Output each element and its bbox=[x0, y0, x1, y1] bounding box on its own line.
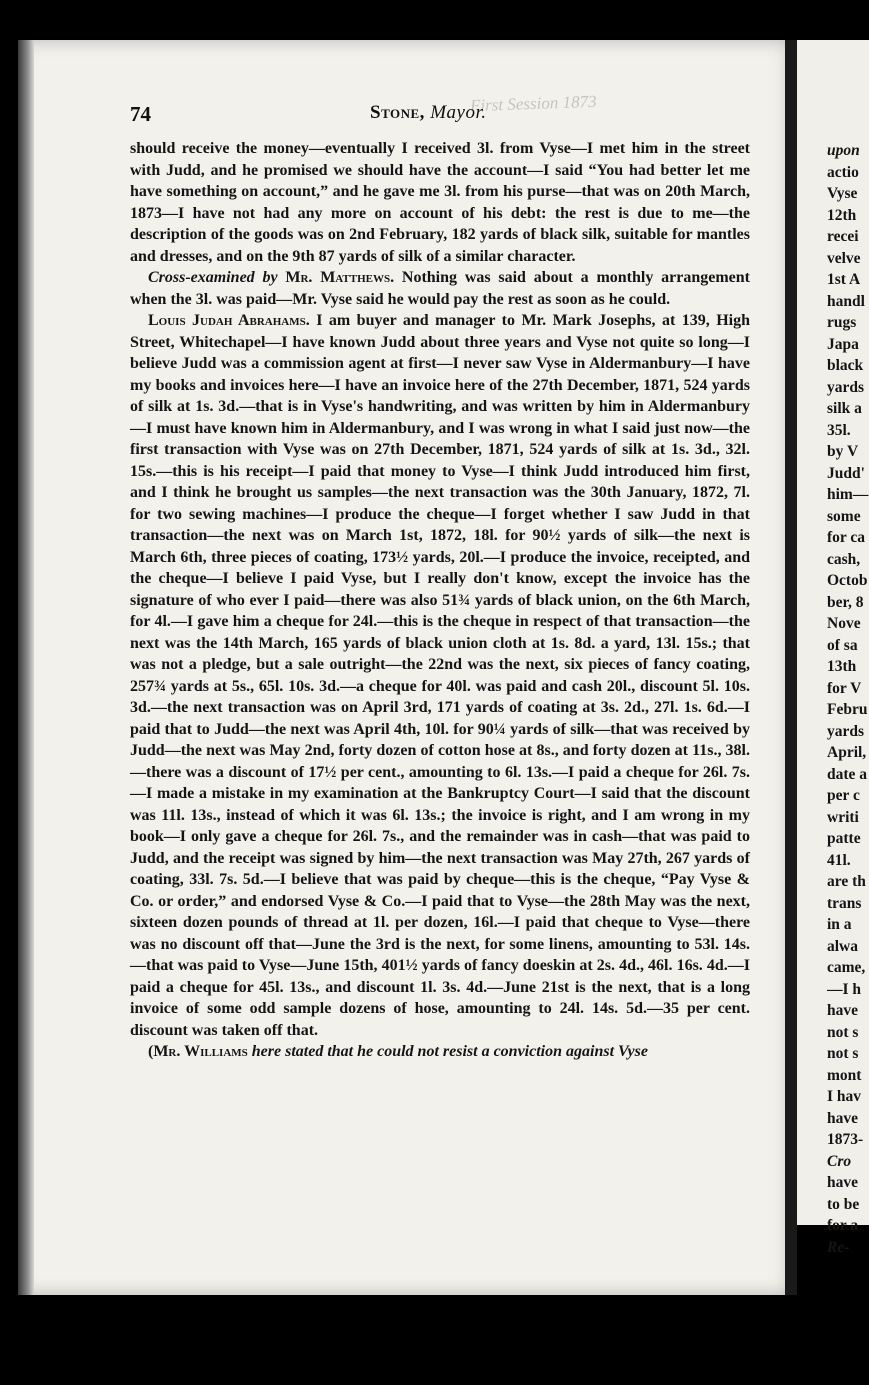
faint-annotation: First Session 1873 bbox=[469, 91, 597, 116]
page-gutter-shadow bbox=[18, 40, 34, 1295]
cross-examined-label: Cross-examined by bbox=[148, 269, 278, 286]
paragraph-continuation: should receive the money—eventually I received 3l. from Vyse—I met him in the street with Judd, and he promised we should have the account—I said “You had better let me have something on account,” and he gave me 3l. from his purse—that was on 20th March, 1873—I have not had any more on account of his debt: the rest is due to me—the description of the goods was on 2nd February, 182 yards of black silk, suitable for mantles and dresses, and on the 9th 87 yards of silk of a similar character. bbox=[130, 140, 750, 265]
running-head-name: Stone, bbox=[370, 102, 425, 123]
facing-line: have bbox=[827, 1002, 858, 1019]
facing-line: to be bbox=[827, 1195, 860, 1213]
facing-line: upon bbox=[827, 142, 860, 159]
facing-line: black bbox=[827, 357, 864, 374]
facing-line: recei bbox=[827, 228, 859, 245]
facing-line: velve bbox=[827, 249, 861, 267]
facing-line: 1873- bbox=[827, 1131, 864, 1148]
facing-line: mont bbox=[827, 1066, 862, 1084]
facing-line: have bbox=[827, 1109, 858, 1127]
running-head-title: Mayor. bbox=[430, 102, 487, 123]
facing-line: writi bbox=[827, 808, 859, 826]
facing-line: actio bbox=[827, 163, 859, 181]
counsel-williams: Mr. Williams bbox=[153, 1043, 248, 1060]
facing-line: Vyse bbox=[827, 185, 858, 202]
facing-line: patte bbox=[827, 830, 861, 847]
open-paren: ( bbox=[148, 1043, 154, 1060]
running-head bbox=[370, 102, 487, 124]
facing-line: some bbox=[827, 507, 861, 525]
facing-line: Febru bbox=[827, 701, 868, 718]
facing-line: handl bbox=[827, 292, 865, 310]
facing-line: silk a bbox=[827, 400, 862, 417]
facing-line: him— bbox=[827, 486, 869, 503]
facing-line: for ca bbox=[827, 529, 866, 546]
facing-line: in a bbox=[827, 916, 852, 933]
facing-line: are th bbox=[827, 873, 866, 890]
facing-line: came, bbox=[827, 959, 866, 976]
facing-line: I hav bbox=[827, 1088, 862, 1105]
facing-line: not s bbox=[827, 1023, 859, 1041]
paragraph-cross-examination bbox=[130, 267, 750, 310]
facing-line: 13th bbox=[827, 658, 857, 675]
facing-line: Nove bbox=[827, 615, 861, 632]
facing-line: of sa bbox=[827, 636, 858, 654]
counsel-statement-text: here stated that he could not resist a conviction against Vyse bbox=[247, 1043, 648, 1060]
scan-bottom-margin bbox=[0, 1295, 869, 1385]
page-body bbox=[130, 138, 750, 1063]
facing-line: by V bbox=[827, 443, 859, 460]
counsel-name: Mr. Matthews. bbox=[285, 269, 395, 286]
facing-line: April, bbox=[827, 744, 867, 761]
facing-page-text bbox=[827, 140, 869, 1258]
facing-line: date a bbox=[827, 765, 868, 783]
page-number: 74 bbox=[130, 102, 151, 126]
facing-line: 35l. bbox=[827, 421, 851, 439]
facing-line: not s bbox=[827, 1045, 859, 1062]
facing-line: Cro bbox=[827, 1152, 852, 1170]
facing-line: alwa bbox=[827, 937, 858, 955]
paragraph-counsel-statement bbox=[130, 1041, 750, 1063]
paragraph-witness-testimony bbox=[130, 310, 750, 1041]
facing-line: for a bbox=[827, 1217, 859, 1234]
facing-line: yards bbox=[827, 722, 865, 740]
facing-line: 41l. bbox=[827, 851, 851, 869]
page-edge-shadow bbox=[785, 40, 797, 1295]
cross-examination-text: Nothing was said about a monthly arrangement when the 3l. was paid—Mr. Vyse said he would pay the rest as soon as he could. bbox=[130, 269, 750, 308]
facing-line: Octob bbox=[827, 572, 868, 589]
witness-name: Louis Judah Abrahams. bbox=[148, 312, 310, 329]
facing-line: for V bbox=[827, 679, 862, 697]
page-header bbox=[130, 91, 750, 128]
facing-line: per c bbox=[827, 787, 860, 804]
facing-line: cash, bbox=[827, 550, 861, 568]
facing-line: have bbox=[827, 1174, 858, 1191]
facing-line: rugs bbox=[827, 314, 857, 331]
facing-line: Re- bbox=[827, 1238, 850, 1256]
facing-line: Judd' bbox=[827, 464, 865, 482]
facing-line: 1st A bbox=[827, 271, 861, 288]
facing-line: ber, 8 bbox=[827, 593, 864, 611]
facing-line: yards bbox=[827, 378, 865, 396]
facing-line: —I h bbox=[827, 980, 862, 998]
witness-testimony-text: I am buyer and manager to Mr. Mark Josephs, at 139, High Street, Whitechapel—I have known Judd about three years and Vyse not quite so long—I believe Judd was a commission agent at first—I never saw Vyse in Aldermanbury—I have my books and invoices here—I have an invoice here of the 27th December, 1871, 524 yards of silk at 1s. 3d.—that is in Vyse's handwriting, and was written by him in Aldermanbury—I must have known him in Aldermanbury, and I was wrong in what I said just now—the first transaction with Vyse was on 27th December, 1871, 524 yards of silk at 1s. 3d., 32l. 15s.—this is his receipt—I paid that money to Vyse—I think Judd introduced him first, and I think he brought us samples—the next transaction was the 30th January, 1872, 7l. for two sewing machines—I produce the cheque—I forget whether I saw Judd in that transaction—the next was on March 1st, 1872, 18l. for 90½ yards of silk—the next is March 6th, three pieces of coating, 173½ yards, 20l.—I produce the invoice, receipted, and the cheque—I believe I paid Vyse, but I really don't know, except the invoice has the signature of who ever I paid—there was also 51¾ yards of black union, on the 6th March, for 4l.—I gave him a cheque for 24l.—this is the cheque in respect of that transaction—the next was the 14th March, 165 yards of black union cloth at 1s. 8d. a yard, 13l. 15s.; that was not a pledge, but a sale outright—the 22nd was the next, six pieces of fancy coating, 257¾ yards at 5s., 65l. 10s. 3d.—a cheque for 40l. was paid and cash 20l., discount 5l. 10s. 3d.—the next transaction was on April 3rd, 171 yards of coating at 3s. 2d., 27l. 1s. 6d.—I paid that to Judd—the next was April 4th, 10l. for 90¼ yards of silk—that was received by Judd—the next was May 2nd, forty dozen of cotton hose at 8s., and forty dozen at 11s., 38l.—there was a discount of 17½ per cent., amounting to 6l. 13s.—I paid a cheque for 26l. 7s.—I made a mistake in my examination at the Bankruptcy Court—I said that the discount was 11l. 13s., instead of which it was 6l. 13s.; the invoice is right, and I am wrong in my book—I only gave a cheque for 26l. 7s., and the remainder was in cash—that was paid to Judd, and the receipt was signed by him—the next transaction was May 27th, 267 yards of coating, 33l. 7s. 5d.—I believe that was paid by cheque—this is the cheque, “Pay Vyse & Co. or order,” and endorsed Vyse & Co.—I paid that to Vyse—the 28th May was the next, sixteen dozen pounds of thread at 1l. per dozen, 16l.—I paid that cheque to Vyse—there was no discount off that—June the 3rd is the next, for some linens, amounting to 53l. 14s.—that was paid to Vyse—June 15th, 401½ yards of fancy doeskin at 2s. 4d., 46l. 16s. 4d.—I paid a cheque for 45l. 13s., and discount 1l. 3s. 4d.—June 21st is the next, that is a long invoice of some odd sample dozens of hose, amounting to 24l. 14s. 5d.—35 per cent. discount was taken off that. bbox=[130, 312, 750, 1039]
facing-line: trans bbox=[827, 894, 862, 912]
facing-line: 12th bbox=[827, 206, 857, 224]
facing-line: Japa bbox=[827, 335, 859, 353]
